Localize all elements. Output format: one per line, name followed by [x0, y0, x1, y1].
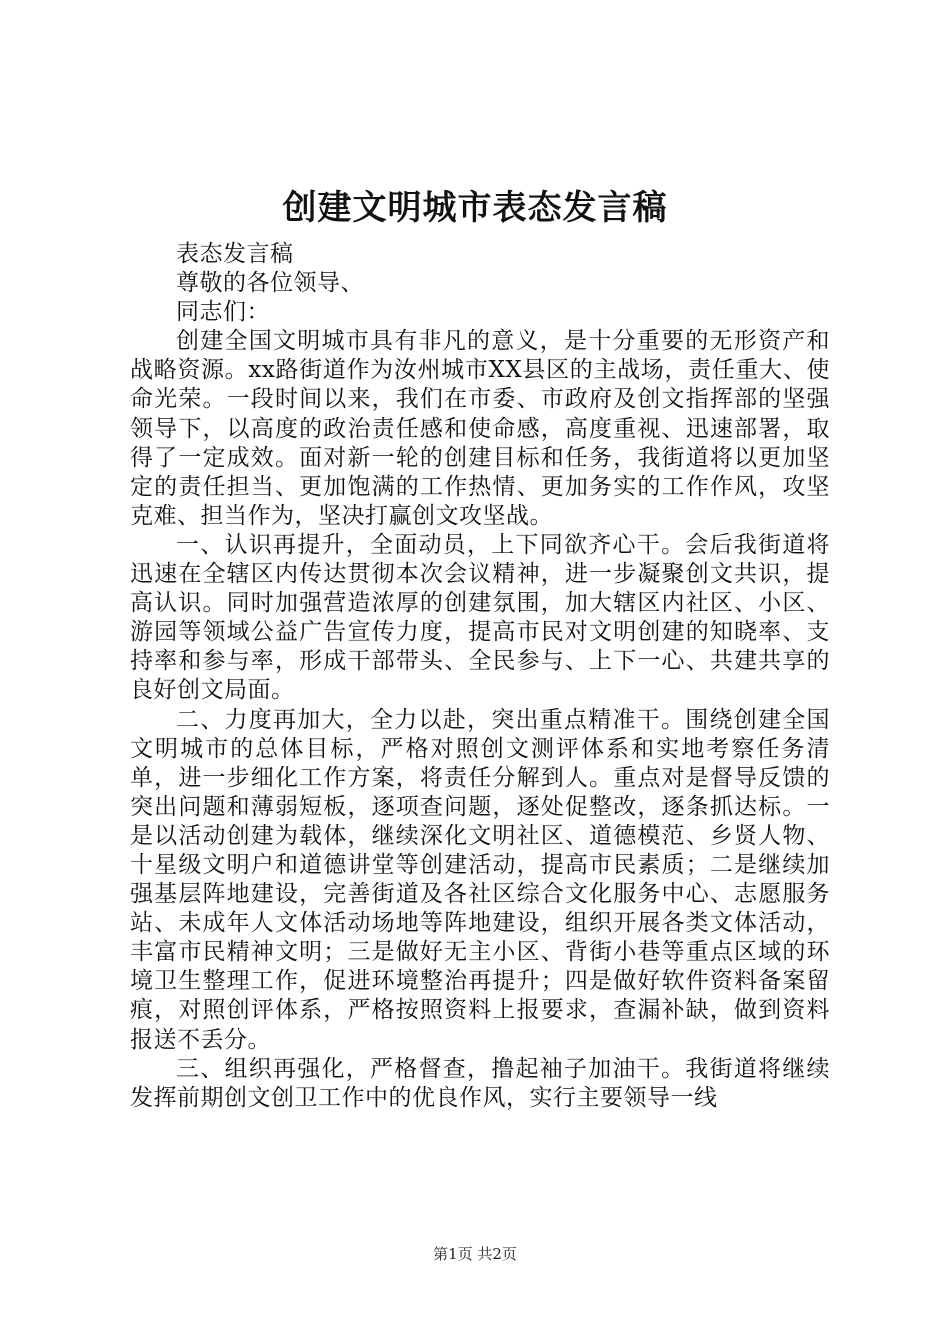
paragraph-section-3: 三、组织再强化，严格督查，撸起袖子加油干。我街道将继续发挥前期创文创卫工作中的优良作风，实行主要领导一线 — [130, 1055, 830, 1111]
paragraph-section-1: 一、认识再提升，全面动员，上下同欲齐心干。会后我街道将迅速在全辖区内传达贯彻本次会议精神，进一步凝聚创文共识，提高认识。同时加强营造浓厚的创建氛围，加大辖区内社区、小区、游园等领域公益广告宣传力度，提高市民对文明创建的知晓率、支持率和参与率，形成干部带头、全民参与、上下一心、共建共享的良好创文局面。 — [130, 531, 830, 704]
paragraph-salutation: 尊敬的各位领导、 — [176, 270, 364, 297]
page-title: 创建文明城市表态发言稿 — [282, 188, 668, 228]
paragraph-section-2: 二、力度再加大，全力以赴，突出重点精准干。围绕创建全国文明城市的总体目标，严格对照创文测评体系和实地考察任务清单，进一步细化工作方案，将责任分解到人。重点对是督导反馈的突出问题和薄弱短板，逐项查问题，逐处促整改，逐条抓达标。一是以活动创建为载体，继续深化文明社区、道德模范、乡贤人物、十星级文明户和道德讲堂等创建活动，提高市民素质；二是继续加强基层阵地建设，完善街道及各社区综合文化服务中心、志愿服务站、未成年人文体活动场地等阵地建设，组织开展各类文体活动，丰富市民精神文明；三是做好无主小区、背街小巷等重点区域的环境卫生整理工作，促进环境整治再提升；四是做好软件资料备案留痕，对照创评体系，严格按照资料上报要求，查漏补缺，做到资料报送不丢分。 — [130, 706, 830, 1053]
paragraph-subtitle: 表态发言稿 — [176, 241, 294, 267]
paragraph-salutation-continued: 同志们： — [176, 299, 270, 326]
paragraph-intro: 创建全国文明城市具有非凡的意义，是十分重要的无形资产和战略资源。xx路街道作为汝州城市XX县区的主战场，责任重大、使命光荣。一段时间以来，我们在市委、市政府及创文指挥部的坚强领导下，以高度的政治责任感和使命感，高度重视、迅速部署，取得了一定成效。面对新一轮的创建目标和任务，我街道将以更加坚定的责任担当、更加饱满的工作热情、更加务实的工作作风，攻坚克难、担当作为，坚决打赢创文攻坚战。 — [130, 328, 830, 529]
document-body — [130, 240, 830, 1113]
page-footer: 第1页 共2页 — [433, 1245, 517, 1263]
